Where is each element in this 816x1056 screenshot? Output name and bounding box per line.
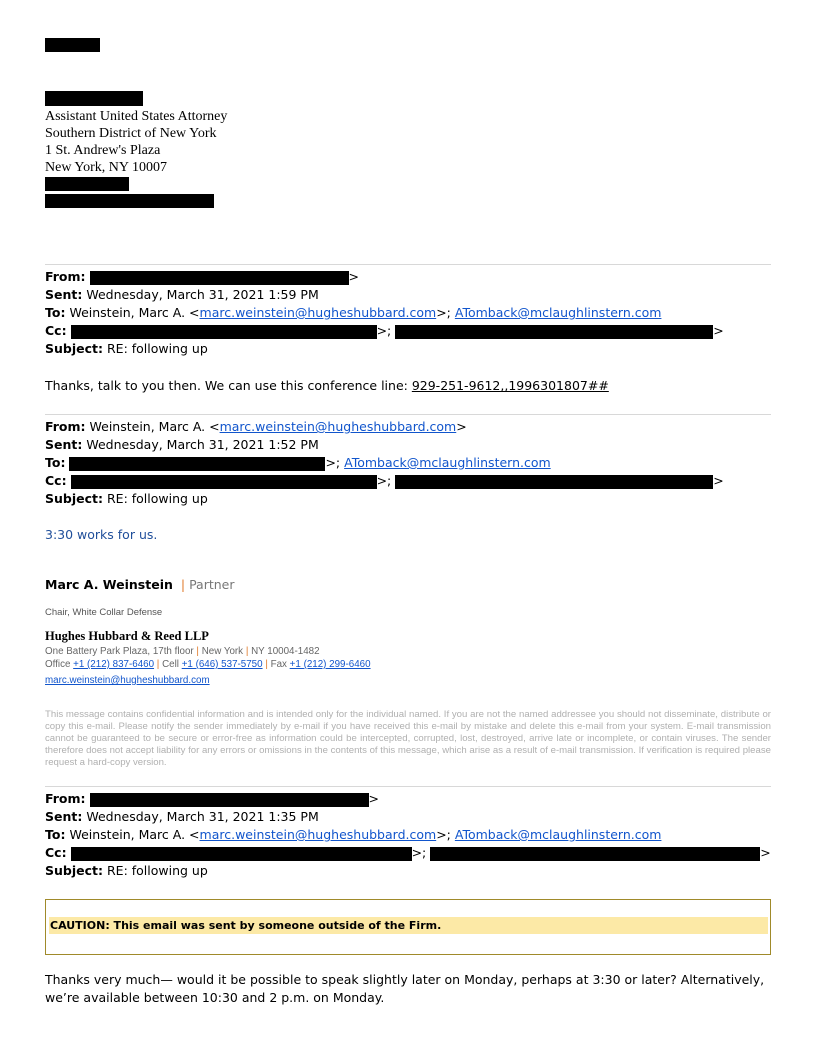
redacted-from [90, 793, 369, 807]
email1-body [45, 377, 609, 395]
cc-label: Cc: [45, 323, 67, 338]
to-row [45, 304, 724, 322]
from-row [45, 268, 724, 286]
sender-signature-block [45, 108, 227, 176]
conference-line-link[interactable]: 929-251-9612,,1996301807## [411, 378, 609, 393]
address-street: One Battery Park Plaza, 17th floor [45, 646, 194, 657]
cc-end: > [713, 323, 724, 338]
redacted-from [90, 271, 349, 285]
from-suffix: > [368, 791, 379, 806]
email-link[interactable]: ATomback@mclaughlinstern.com [454, 305, 662, 320]
subject-label: Subject: [45, 491, 103, 506]
email-link[interactable]: ATomback@mclaughlinstern.com [454, 827, 662, 842]
address-zip: NY 10004-1482 [251, 646, 320, 657]
cell-phone-link[interactable]: +1 (646) 537-5750 [181, 659, 263, 670]
separator: | [196, 646, 199, 657]
confidentiality-disclaimer: This message contains confidential information and is intended only for the individual named. If you are not the named addressee you should not disseminate, distribute or copy this e-mail. Please notify the sender immediately by e-mail if you have received this e-mail by mistake and delete this e-mail from your system. E-mail transmission cannot be guaranteed to be secure or error-free as information could be intercepted, corrupted, lost, destroyed, arrive late or incomplete, or contain viruses. The sender therefore does not accept liability for any errors or omissions in the contents of this message, which arise as a result of e-mail transmission. If verification is required please request a hard-copy version. [45, 709, 771, 768]
subject-row [45, 862, 771, 880]
cc-row [45, 322, 724, 340]
sent-value: Wednesday, March 31, 2021 1:59 PM [86, 287, 319, 302]
subject-row [45, 490, 724, 508]
fax-phone-link[interactable]: +1 (212) 299-6460 [289, 659, 371, 670]
email3-header [45, 790, 771, 880]
separator: >; [436, 827, 455, 842]
email1-header [45, 268, 724, 358]
cc-row [45, 472, 724, 490]
external-caution-box [45, 899, 771, 955]
cc-end: > [760, 845, 771, 860]
firm-name: Hughes Hubbard & Reed LLP [45, 629, 209, 643]
redacted-to [69, 457, 325, 471]
cc-row [45, 844, 771, 862]
separator: | [156, 659, 160, 670]
firm-phones [45, 658, 371, 671]
sender-line: Southern District of New York [45, 126, 217, 141]
sent-label: Sent: [45, 809, 83, 824]
to-row [45, 826, 771, 844]
separator: >; [376, 323, 396, 338]
redacted-phone [45, 177, 129, 191]
sent-value: Wednesday, March 31, 2021 1:52 PM [86, 437, 319, 452]
sent-row [45, 808, 771, 826]
from-label: From: [45, 269, 86, 284]
subject-value: RE: following up [106, 341, 208, 356]
email2-body: 3:30 works for us. [45, 527, 158, 542]
to-label: To: [45, 455, 66, 470]
separator: | [180, 577, 186, 592]
to-label: To: [45, 305, 66, 320]
cell-label: Cell [162, 659, 179, 670]
separator: | [265, 659, 268, 670]
signature-email-link[interactable]: marc.weinstein@hugheshubbard.com [45, 675, 210, 686]
from-suffix: > [348, 269, 359, 284]
body-text: Thanks, talk to you then. We can use this conference line: [45, 378, 412, 393]
separator: >; [436, 305, 455, 320]
sender-line: New York, NY 10007 [45, 160, 167, 175]
office-phone-link[interactable]: +1 (212) 837-6460 [73, 659, 155, 670]
subject-row [45, 340, 724, 358]
to-label: To: [45, 827, 66, 842]
separator: >; [325, 455, 345, 470]
office-label: Office [45, 659, 71, 670]
divider [45, 414, 771, 415]
cc-end: > [713, 473, 724, 488]
from-row [45, 418, 724, 436]
to-name: Weinstein, Marc A. < [69, 827, 200, 842]
caution-banner: CAUTION: This email was sent by someone outside of the Firm. [49, 917, 768, 934]
subject-label: Subject: [45, 863, 103, 878]
to-name: Weinstein, Marc A. < [69, 305, 200, 320]
redacted-cc [395, 475, 713, 489]
email-link[interactable]: marc.weinstein@hugheshubbard.com [219, 419, 457, 434]
email-link[interactable]: ATomback@mclaughlinstern.com [344, 455, 551, 470]
from-label: From: [45, 419, 86, 434]
sent-row [45, 436, 724, 454]
from-label: From: [45, 791, 86, 806]
separator: >; [411, 845, 431, 860]
sender-line: Assistant United States Attorney [45, 109, 228, 124]
redacted-cc [395, 325, 713, 339]
subject-value: RE: following up [106, 863, 208, 878]
from-name: Weinstein, Marc A. < [89, 419, 220, 434]
cc-label: Cc: [45, 473, 67, 488]
divider [45, 264, 771, 265]
redacted-cc [71, 475, 377, 489]
signature-name-row [45, 577, 235, 593]
signature-name: Marc A. Weinstein [45, 577, 173, 592]
signature-email-row [45, 674, 210, 687]
redacted-name [45, 91, 143, 106]
divider [45, 786, 771, 787]
from-row [45, 790, 771, 808]
redacted-cc [71, 325, 377, 339]
signature-title: Chair, White Collar Defense [45, 607, 163, 618]
email-link[interactable]: marc.weinstein@hugheshubbard.com [199, 827, 437, 842]
address-city: New York [201, 646, 244, 657]
separator: | [245, 646, 249, 657]
separator: >; [376, 473, 396, 488]
cc-label: Cc: [45, 845, 67, 860]
from-end: > [456, 419, 467, 434]
sender-line: 1 St. Andrew's Plaza [45, 143, 161, 158]
email2-header [45, 418, 724, 508]
firm-address [45, 645, 320, 658]
redacted-cc [430, 847, 760, 861]
subject-value: RE: following up [106, 491, 208, 506]
to-row [45, 454, 724, 472]
sent-value: Wednesday, March 31, 2021 1:35 PM [86, 809, 319, 824]
redacted-email [45, 194, 214, 208]
email3-body: Thanks very much— would it be possible to speak slightly later on Monday, perhaps at 3:30 or later? Alternatively, we’re available between 10:30 and 2 p.m. on Monday. [45, 972, 765, 1005]
sent-label: Sent: [45, 287, 83, 302]
email-link[interactable]: marc.weinstein@hugheshubbard.com [199, 305, 437, 320]
redacted-block [45, 38, 100, 52]
redacted-cc [71, 847, 412, 861]
signature-role: Partner [189, 577, 235, 592]
subject-label: Subject: [45, 341, 103, 356]
sent-label: Sent: [45, 437, 83, 452]
sent-row [45, 286, 724, 304]
fax-label: Fax [270, 659, 287, 670]
